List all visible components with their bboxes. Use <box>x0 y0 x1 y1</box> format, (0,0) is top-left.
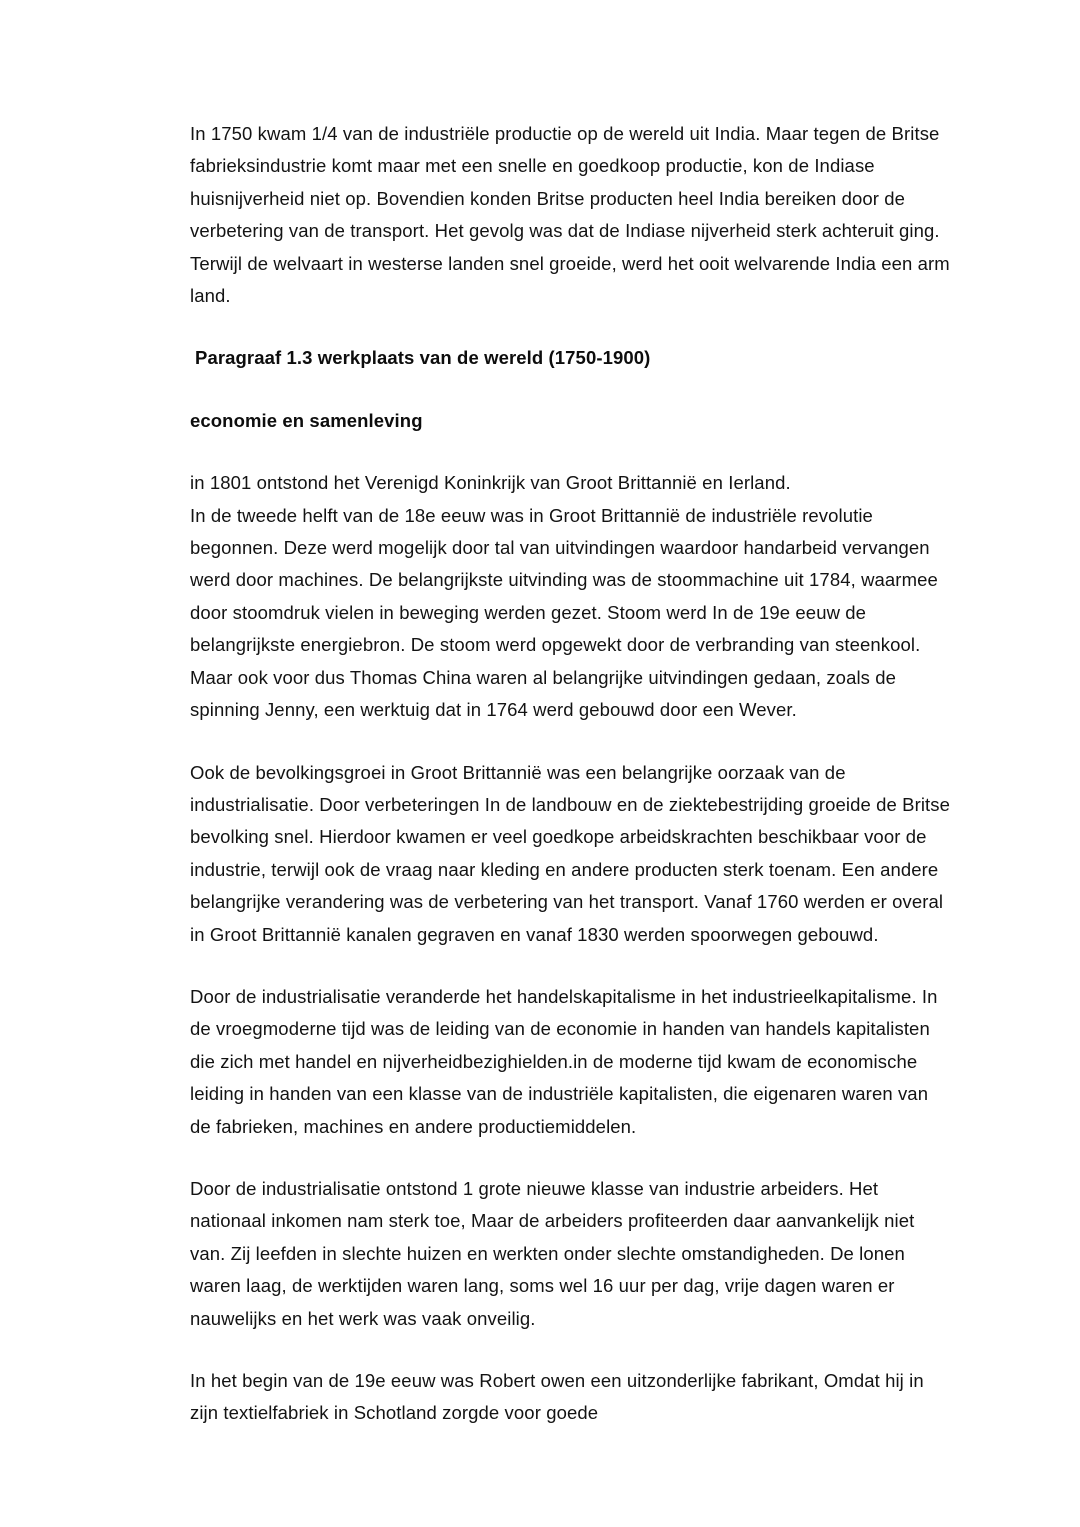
document-body <box>190 118 952 1430</box>
paragraph-group-industrial-revolution <box>190 467 952 726</box>
paragraph-capitalism: Door de industrialisatie veranderde het handelskapitalisme in het industrieelkapitalisme. In de vroegmoderne tijd was de leiding van de economie in handen van handels kapitalisten die zich met handel en nijverheidbezighielden.in de moderne tijd kwam de economische leiding in handen van een klasse van de industriële kapitalisten, die eigenaren waren van de fabrieken, machines en andere productiemiddelen. <box>190 985 938 1137</box>
paragraph-population-growth: Ook de bevolkingsgroei in Groot Brittannië was een belangrijke oorzaak van de industrialisatie. Door verbeteringen In de landbouw en de ziektebestrijding groeide de Britse bevolking snel. Hierdoor kwamen er veel goedkope arbeidskrachten beschikbaar voor de industrie, terwijl ook de vraag naar kleding en andere producten sterk toenam. Een andere belangrijke verandering was de verbetering van het transport. Vanaf 1760 werden er overal in Groot Brittannië kanalen gegraven en vanaf 1830 werden spoorwegen gebouwd. <box>190 761 951 945</box>
paragraph-workers-class: Door de industrialisatie ontstond 1 grote nieuwe klasse van industrie arbeiders. Het nationaal inkomen nam sterk toe, Maar de arbeiders profiteerden daar aanvankelijk niet van. Zij leefden in slechte huizen en werkten onder slechte omstandigheden. De lonen waren laag, de werktijden waren lang, soms wel 16 uur per dag, vrije dagen waren er nauwelijks en het werk was vaak onveilig. <box>190 1177 915 1329</box>
paragraph-india-decline: In 1750 kwam 1/4 van de industriële productie op de wereld uit India. Maar tegen de Britse fabrieksindustrie komt maar met een snelle en goedkoop productie, kon de Indiase huisnijverheid niet op. Bovendien konden Britse producten heel India bereiken door de verbetering van de transport. Het gevolg was dat de Indiase nijverheid sterk achteruit ging. Terwijl de welvaart in westerse landen snel groeide, werd het ooit welvarende India een arm land. <box>190 123 950 307</box>
subsection-heading-economie-en-samenleving: economie en samenleving <box>190 409 423 431</box>
paragraph-united-kingdom-1801: in 1801 ontstond het Verenigd Koninkrijk van Groot Brittannië en Ierland. <box>190 472 791 494</box>
paragraph-industrial-revolution: In de tweede helft van de 18e eeuw was in Groot Brittannië de industriële revolutie begonnen. Deze werd mogelijk door tal van uitvindingen waardoor handarbeid vervangen werd door machines. De belangrijkste uitvinding was de stoommachine uit 1784, waarmee door stoomdruk vielen in beweging werden gezet. Stoom werd In de 19e eeuw de belangrijkste energiebron. De stoom werd opgewekt door de verbranding van steenkool. Maar ook voor dus Thomas China waren al belangrijke uitvindingen gedaan, zoals de spinning Jenny, een werktuig dat in 1764 werd gebouwd door een Wever. <box>190 504 938 721</box>
section-heading-paragraaf-1-3: Paragraaf 1.3 werkplaats van de wereld (1750-1900) <box>195 347 651 369</box>
paragraph-robert-owen: In het begin van de 19e eeuw was Robert owen een uitzonderlijke fabrikant, Omdat hij in zijn textielfabriek in Schotland zorgde voor goede <box>190 1370 924 1424</box>
